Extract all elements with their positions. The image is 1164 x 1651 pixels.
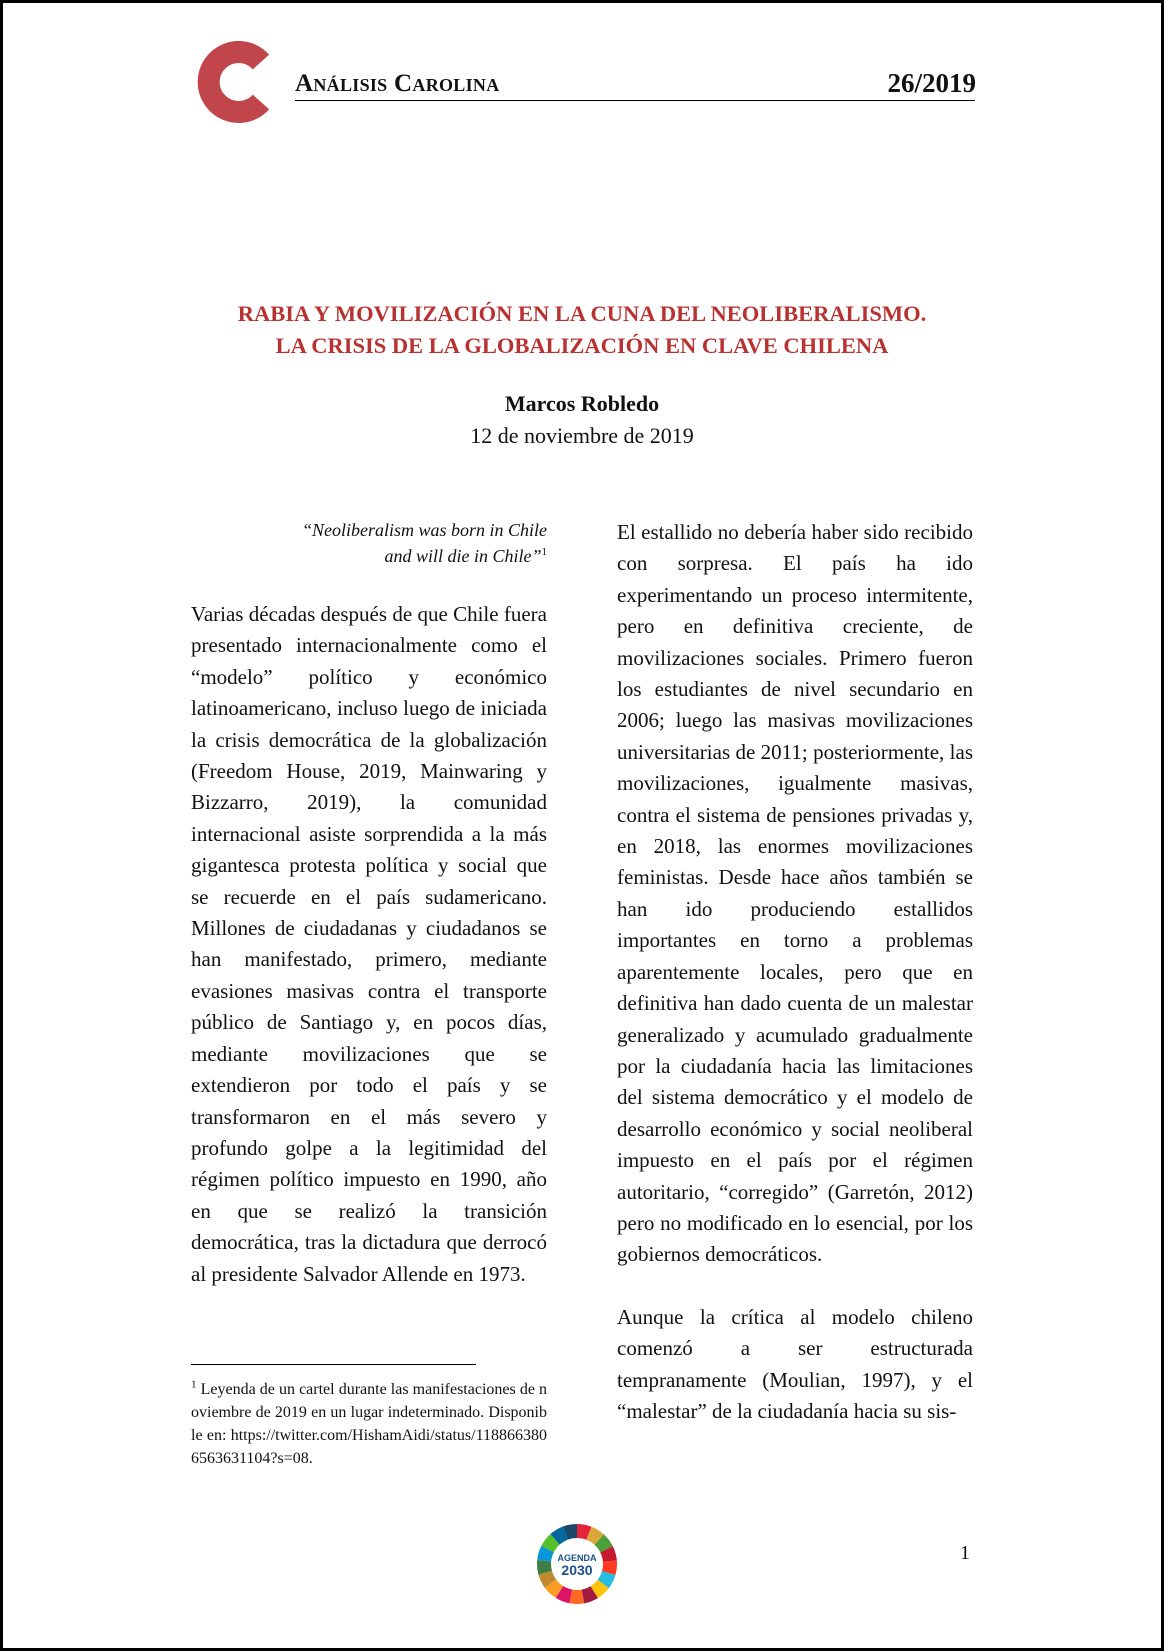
footnote [191,1378,547,1470]
article-title [120,298,1044,362]
publication-name: Análisis Carolina [295,70,500,97]
body-paragraph-left: Varias décadas después de que Chile fuera presentado internacionalmente como el “modelo” político y económico latinoamericano, incluso luego de iniciada la crisis democrática de la globalización (Freedom House, 2019, Mainwaring y Bizzarro, 2019), la comunidad internacional asiste sorprendida a la más gigantesca protesta política y social que se recuerde en el país sudamericano. Millones de ciudadanas y ciudadanos se han manifestado, primero, mediante evasiones masivas contra el transporte público de Santiago y, en pocos días, mediante movilizaciones que se extendieron por todo el país y se transformaron en el más severo y profundo golpe a la legitimidad del régimen político impuesto en 1990, año en que se realizó la transición democrática, tras la dictadura que derrocó al presidente Salvador Allende en 1973. [191,602,547,1286]
agenda-2030-badge-icon [535,1522,619,1606]
footnote-divider [191,1364,476,1365]
page-number: 1 [960,1542,970,1564]
epigraph-line-1: “Neoliberalism was born in Chile [301,520,547,540]
title-line-1: RABIA Y MOVILIZACIÓN EN LA CUNA DEL NEOLIBERALISMO. [237,301,927,326]
badge-text-line-2: 2030 [561,1562,593,1578]
body-paragraph-right-2: Aunque la crítica al modelo chileno comenzó a ser estructurada tempranamente (Moulian, 1997), y el “malestar” de la ciudadanía hacia su sis- [617,1304,973,1423]
title-line-2: LA CRISIS DE LA GLOBALIZACIÓN EN CLAVE CHILENA [275,333,889,358]
carolina-logo-icon [195,40,275,124]
author-name: Marcos Robledo [504,391,660,416]
footnote-number: 1 [191,1378,197,1391]
header-divider [295,100,975,101]
body-column-right [617,517,973,1427]
epigraph [191,517,547,569]
epigraph-line-2: and will die in Chile” [384,546,542,566]
body-paragraph-right-1: El estallido no debería haber sido recibido con sorpresa. El país ha ido experimentando un proceso intermitente, pero en definitiva creciente, de movilizaciones sociales. Primero fueron los estudiantes de nivel secundario en 2006; luego las masivas movilizaciones universitarias de 2011; posteriormente, las movilizaciones, igualmente masivas, contra el sistema de pensiones privadas y, en 2018, las enormes movilizaciones feministas. Desde hace años también se han ido produciendo estallidos importantes en torno a problemas aparentemente locales, pero que en definitiva han dado cuenta de un malestar generalizado y acumulado gradualmente por la ciudadanía hacia las limitaciones del sistema democrático y el modelo de desarrollo económico y social neoliberal impuesto en el país por el régimen autoritario, “corregido” (Garretón, 2012) pero no modificado en lo esencial, por los gobiernos democráticos. [617,520,973,1267]
footnote-text: Leyenda de un cartel durante las manifestaciones de noviembre de 2019 en un lugar indeterminado. Disponible en: https://twitter.com/HishamAidi/status/1188663806563631104?s=08. [191,1381,548,1467]
footnote-ref[interactable]: 1 [541,546,547,558]
badge-text-line-1: AGENDA [557,1553,597,1563]
issue-number: 26/2019 [887,68,976,98]
publication-date: 12 de noviembre de 2019 [470,423,694,448]
